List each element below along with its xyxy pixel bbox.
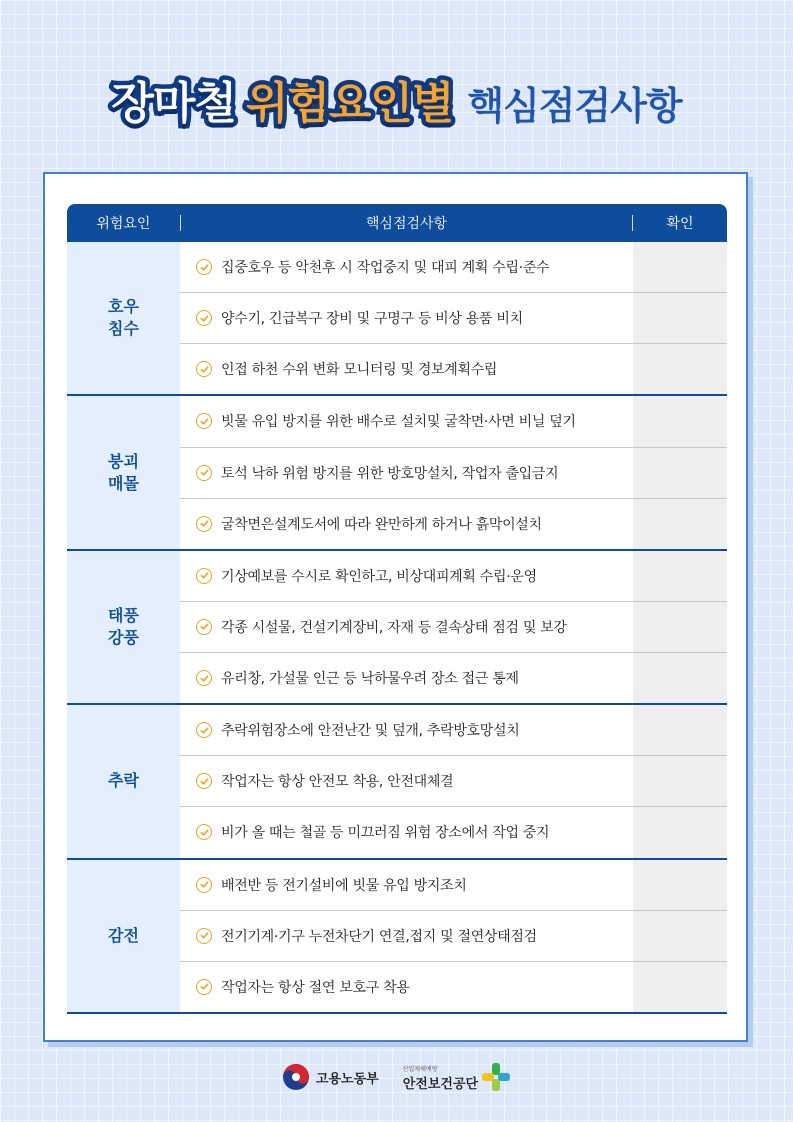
table-row (180, 860, 727, 910)
checklist-item-text: 배전반 등 전기설비에 빗물 유입 방지조치 (221, 877, 467, 894)
confirm-checkbox-cell[interactable] (633, 499, 727, 549)
confirm-checkbox-cell[interactable] (633, 911, 727, 961)
table-row (180, 601, 727, 652)
ministry-brand (282, 1063, 379, 1091)
check-circle-icon (196, 877, 212, 893)
confirm-checkbox-cell[interactable] (633, 396, 727, 446)
table-row (180, 498, 727, 549)
checklist-item (180, 566, 633, 586)
footer (0, 1062, 793, 1092)
confirm-checkbox-cell[interactable] (633, 602, 727, 652)
checklist-item (180, 926, 633, 946)
check-circle-icon (196, 310, 212, 326)
checklist-item (180, 514, 633, 534)
agency-tagline: 산업재해예방 (402, 1066, 438, 1073)
agency-brand (403, 1062, 511, 1092)
table-row (180, 652, 727, 703)
confirm-checkbox-cell[interactable] (633, 756, 727, 806)
checklist-item-text: 작업자는 항상 안전모 착용, 안전대체결 (221, 774, 454, 791)
title-part-2: 위험요인별 (245, 78, 454, 129)
checklist-item (180, 875, 633, 895)
checklist-item-text: 유리창, 가설물 인근 등 낙하물우려 장소 접근 통제 (221, 671, 519, 688)
table-row (180, 705, 727, 755)
check-circle-icon (196, 722, 212, 738)
risk-group (67, 242, 727, 396)
checklist-item-text: 집중호우 등 악천후 시 작업중지 및 대피 계획 수립·준수 (221, 260, 550, 277)
checklist-item (180, 411, 633, 431)
confirm-checkbox-cell[interactable] (633, 962, 727, 1012)
checklist-item (180, 771, 633, 791)
checklist-panel (43, 172, 748, 1042)
checklist-item-text: 양수기, 긴급복구 장비 및 구명구 등 비상 용품 비치 (221, 311, 523, 328)
confirm-checkbox-cell[interactable] (633, 344, 727, 394)
checklist-item (180, 257, 633, 277)
risk-category-label: 추락 (67, 705, 180, 857)
checklist-item (180, 822, 633, 842)
checklist-item-text: 각종 시설물, 건설기계장비, 자재 등 결속상태 점검 및 보강 (221, 619, 567, 636)
risk-group (67, 551, 727, 705)
table-row (180, 242, 727, 292)
checklist-item-text: 굴착면은설계도서에 따라 완만하게 하거나 흙막이설치 (221, 516, 542, 533)
check-circle-icon (196, 361, 212, 377)
table-row (180, 292, 727, 343)
check-circle-icon (196, 979, 212, 995)
table-row (180, 910, 727, 961)
risk-category-label: 붕괴 매몰 (67, 396, 180, 548)
checklist-item-text: 기상예보를 수시로 확인하고, 비상대피계획 수립·운영 (221, 568, 537, 585)
kosha-cross-logo (481, 1062, 511, 1092)
check-circle-icon (196, 619, 212, 635)
ministry-name: 고용노동부 (315, 1071, 379, 1087)
header-category: 위험요인 (96, 216, 151, 232)
check-circle-icon (196, 465, 212, 481)
table-row (180, 396, 727, 446)
checklist-item-text: 전기기계·기구 누전차단기 연결,접지 및 절연상태점검 (221, 928, 537, 945)
risk-group (67, 860, 727, 1014)
risk-group (67, 396, 727, 550)
table-row (180, 551, 727, 601)
checklist-item (180, 617, 633, 637)
checklist-item (180, 668, 633, 688)
checklist-item (180, 359, 633, 379)
check-circle-icon (196, 259, 212, 275)
checklist-item (180, 308, 633, 328)
checklist-item-text: 작업자는 항상 절연 보호구 착용 (221, 979, 410, 996)
risk-category-label: 태풍 강풍 (67, 551, 180, 703)
risk-group (67, 705, 727, 859)
taegeuk-emblem-icon (282, 1063, 310, 1091)
confirm-checkbox-cell[interactable] (633, 653, 727, 703)
checklist-item-text: 인접 하천 수위 변화 모니터링 및 경보계획수립 (221, 362, 498, 379)
check-circle-icon (196, 516, 212, 532)
table-header (67, 204, 727, 242)
checklist-item (180, 720, 633, 740)
checklist-item-text: 비가 올 때는 철골 등 미끄러짐 위험 장소에서 작업 중지 (221, 825, 550, 842)
table-row (180, 755, 727, 806)
check-circle-icon (196, 670, 212, 686)
check-circle-icon (196, 824, 212, 840)
page-title (0, 78, 793, 130)
checklist-item-text: 추락위험장소에 안전난간 및 덮개, 추락방호망설치 (221, 723, 520, 740)
title-part-3: 핵심점검사항 (467, 84, 682, 128)
table-row (180, 343, 727, 394)
confirm-checkbox-cell[interactable] (633, 293, 727, 343)
confirm-checkbox-cell[interactable] (633, 448, 727, 498)
header-confirm: 확인 (666, 216, 694, 232)
check-circle-icon (196, 568, 212, 584)
confirm-checkbox-cell[interactable] (633, 807, 727, 857)
table-body (67, 242, 727, 1014)
checklist-item-text: 빗물 유입 방지를 위한 배수로 설치및 굴착면·사면 비닐 덮기 (221, 414, 576, 431)
check-circle-icon (196, 773, 212, 789)
confirm-checkbox-cell[interactable] (633, 705, 727, 755)
check-circle-icon (196, 413, 212, 429)
confirm-checkbox-cell[interactable] (633, 860, 727, 910)
table-row (180, 447, 727, 498)
header-item: 핵심점검사항 (365, 216, 448, 232)
checklist-item (180, 977, 633, 997)
risk-category-label: 호우 침수 (67, 242, 180, 394)
check-circle-icon (196, 928, 212, 944)
title-part-1: 장마철 (111, 78, 236, 129)
checklist-item (180, 463, 633, 483)
confirm-checkbox-cell[interactable] (633, 242, 727, 292)
risk-category-label: 감전 (67, 860, 180, 1012)
agency-name: 안전보건공단 (402, 1077, 479, 1092)
table-row (180, 961, 727, 1012)
table-row (180, 806, 727, 857)
checklist-item-text: 토석 낙하 위험 방지를 위한 방호망설치, 작업자 출입금지 (221, 465, 559, 482)
confirm-checkbox-cell[interactable] (633, 551, 727, 601)
